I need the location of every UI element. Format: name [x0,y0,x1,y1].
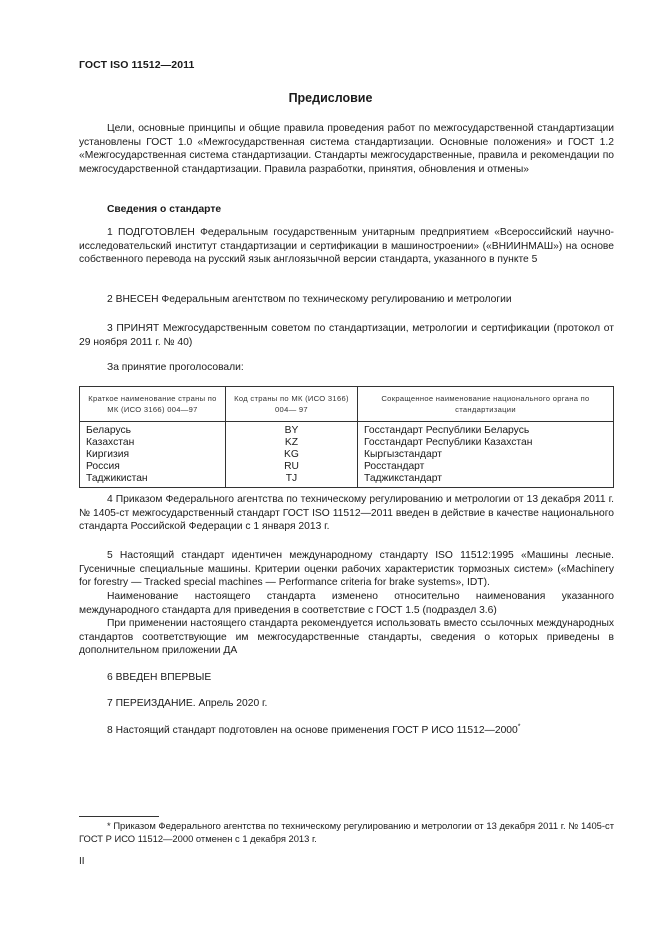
item-4-paragraph: 4 Приказом Федерального агентства по техническому регулированию и метрологии от 13 декабря 2011 г. № 1405-ст межгосударственный стандарт ГОСТ ISO 11512—2011 введен в действие в качестве национального стандарта Российской Федерации с 1 января 2013 г. [79,494,614,532]
item-1-paragraph: 1 ПОДГОТОВЛЕН Федеральным государственным унитарным предприятием «Всероссийский научно-исследовательский институт стандартизации и сертификации в машиностроении» («ВНИИНМАШ») на основе собственного перевода на русский язык англоязычной версии стандарта, указанного в пункте 5 [79,227,614,265]
item-3-paragraph: 3 ПРИНЯТ Межгосударственным советом по стандартизации, метрологии и сертификации (протокол от 29 ноября 2011 г. № 40) [79,323,614,348]
agency-cell: Таджикстандарт [358,473,614,488]
item-5-name-change-paragraph: Наименование настоящего стандарта изменено относительно наименования указанного международного стандарта для приведения в соответствие с ГОСТ 1.5 (подраздел 3.6) [79,591,614,616]
page-number: II [79,856,85,867]
table-row [80,449,614,461]
item-2-paragraph: 2 ВНЕСЕН Федеральным агентством по техническому регулированию и метрологии [107,294,512,305]
column-header-code: Код страны по МК (ИСО 3166) 004— 97 [226,387,358,422]
column-header-country: Краткое наименование страны по МК (ИСО 3166) 004—97 [80,387,226,422]
item-5-references-paragraph: При применении настоящего стандарта рекомендуется использовать вместо ссылочных международных стандартов соответствующие им межгосударственные стандарты, сведения о которых приведены в дополнительном приложении ДА [79,618,614,656]
table-row [80,422,614,438]
table-row [80,473,614,488]
code-cell: KZ [226,437,358,449]
item-8-paragraph [79,724,614,738]
footnote-text: * Приказом Федерального агентства по техническому регулированию и метрологии от 13 декабря 2011 г. № 1405-ст ГОСТ Р ИСО 11512—2000 отменен с 1 декабря 2013 г. [79,820,614,844]
intro-paragraph: Цели, основные принципы и общие правила проведения работ по межгосударственной стандартизации установлены ГОСТ 1.0 «Межгосударственная система стандартизации. Основные положения» и ГОСТ 1.2 «Межгосударственная система стандартизации. Стандарты межгосударственные, правила и рекомендации по межгосударственной стандартизации. Правила разработки, принятия, обновления и отмены» [79,123,614,175]
agency-cell: Госстандарт Республики Казахстан [358,437,614,449]
footnote-marker: * [517,723,521,731]
country-cell: Казахстан [80,437,226,449]
code-cell: BY [226,422,358,438]
table-row [80,461,614,473]
table-row [80,437,614,449]
country-cell: Таджикистан [80,473,226,488]
item-6-paragraph: 6 ВВЕДЕН ВПЕРВЫЕ [107,672,212,683]
country-cell: Россия [80,461,226,473]
code-cell: TJ [226,473,358,488]
voted-label: За принятие проголосовали: [107,362,244,373]
agency-cell: Росстандарт [358,461,614,473]
table-header-row [80,387,614,422]
page-title: Предисловие [288,91,373,105]
item-5-paragraph: 5 Настоящий стандарт идентичен международному стандарту ISO 11512:1995 «Машины лесные. Гусеничные специальные машины. Критерии оценки рабочих характеристик тормозных систем» («Machinery for forestry — Tracked special machines — Performance criteria for brake systems», IDT). [79,550,614,588]
country-cell: Беларусь [80,422,226,438]
agency-cell: Кыргызстандарт [358,449,614,461]
code-cell: RU [226,461,358,473]
country-cell: Киргизия [80,449,226,461]
section-heading: Сведения о стандарте [107,204,222,215]
column-header-agency: Сокращенное наименование национального органа по стандартизации [358,387,614,422]
footnote-divider [79,816,159,817]
item-7-paragraph: 7 ПЕРЕИЗДАНИЕ. Апрель 2020 г. [107,698,268,709]
agency-cell: Госстандарт Республики Беларусь [358,422,614,438]
item-8-text: 8 Настоящий стандарт подготовлен на основе применения ГОСТ Р ИСО 11512—2000 [107,725,518,736]
code-cell: KG [226,449,358,461]
document-code-header: ГОСТ ISO 11512—2011 [79,59,195,71]
voting-states-table [79,386,614,488]
